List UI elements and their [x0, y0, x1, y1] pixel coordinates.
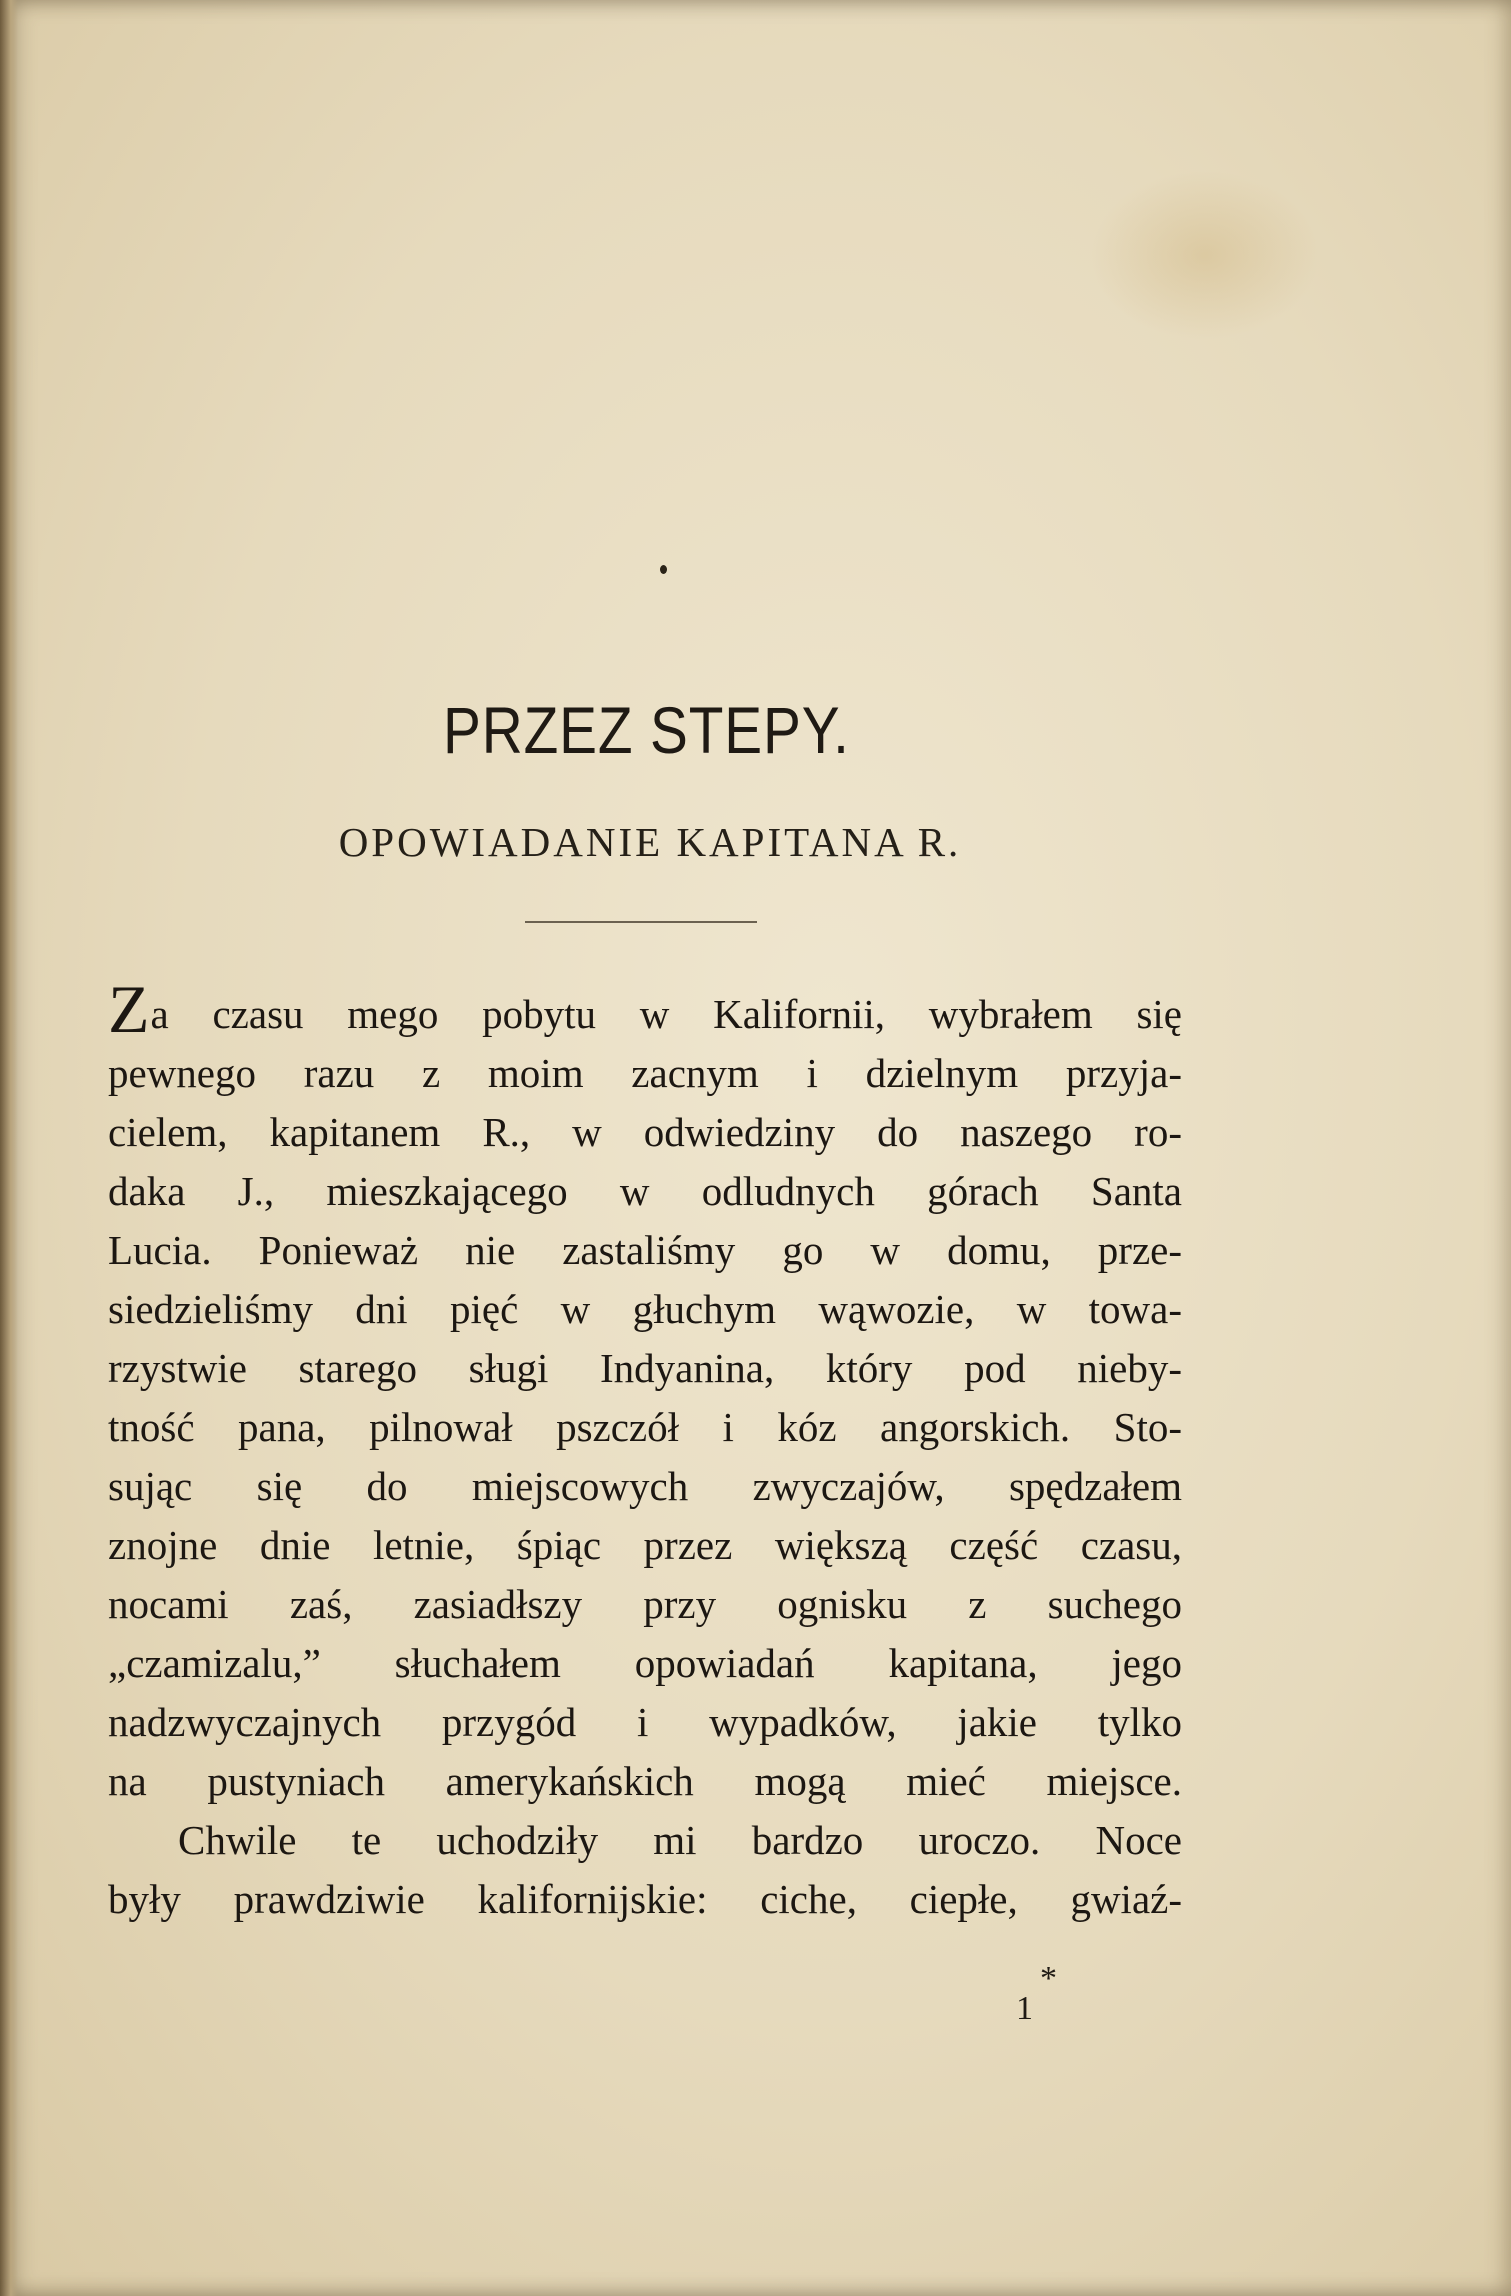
page-number: 1	[1016, 1990, 1033, 2027]
body-paragraphs	[108, 971, 1182, 1929]
text-line: nadzwyczajnych przygód i wypadków, jakie tylko	[108, 1699, 1182, 1745]
paper-stain	[1090, 170, 1320, 340]
text-line: sując się do miejscowych zwyczajów, spędzałem	[108, 1463, 1182, 1509]
divider-rule	[525, 921, 757, 923]
ink-dot	[660, 565, 667, 574]
text-line: znojne dnie letnie, śpiąc przez większą część czasu,	[108, 1522, 1182, 1568]
signature-mark: *	[1040, 1960, 1057, 1997]
text-line: rzystwie starego sługi Indyanina, który pod nieby-	[108, 1345, 1182, 1391]
chapter-subtitle: OPOWIADANIE KAPITANA R.	[338, 819, 962, 865]
text-line: na pustyniach amerykańskich mogą mieć miejsce.	[108, 1758, 1182, 1804]
text-line: daka J., mieszkającego w odludnych górach Santa	[108, 1168, 1182, 1214]
chapter-title: PRZEZ STEPY.	[443, 693, 850, 767]
text-line: Za czasu mego pobytu w Kalifornii, wybrałem się	[108, 971, 1182, 1047]
text-line: cielem, kapitanem R., w odwiedziny do naszego ro-	[108, 1109, 1182, 1155]
text-line: były prawdziwie kalifornijskie: ciche, ciepłe, gwiaź-	[108, 1876, 1182, 1922]
text-line: tność pana, pilnował pszczół i kóz angorskich. Sto-	[108, 1404, 1182, 1450]
text-line: „czamizalu,” słuchałem opowiadań kapitana, jego	[108, 1640, 1182, 1686]
text-line: nocami zaś, zasiadłszy przy ognisku z suchego	[108, 1581, 1182, 1627]
text-line: Lucia. Ponieważ nie zastaliśmy go w domu, prze-	[108, 1227, 1182, 1273]
drop-cap: Z	[108, 971, 150, 1047]
text-line: Chwile te uchodziły mi bardzo uroczo. Noce	[178, 1817, 1182, 1863]
text-line: siedzieliśmy dni pięć w głuchym wąwozie, w towa-	[108, 1286, 1182, 1332]
text-line: pewnego razu z moim zacnym i dzielnym przyja-	[108, 1050, 1182, 1096]
